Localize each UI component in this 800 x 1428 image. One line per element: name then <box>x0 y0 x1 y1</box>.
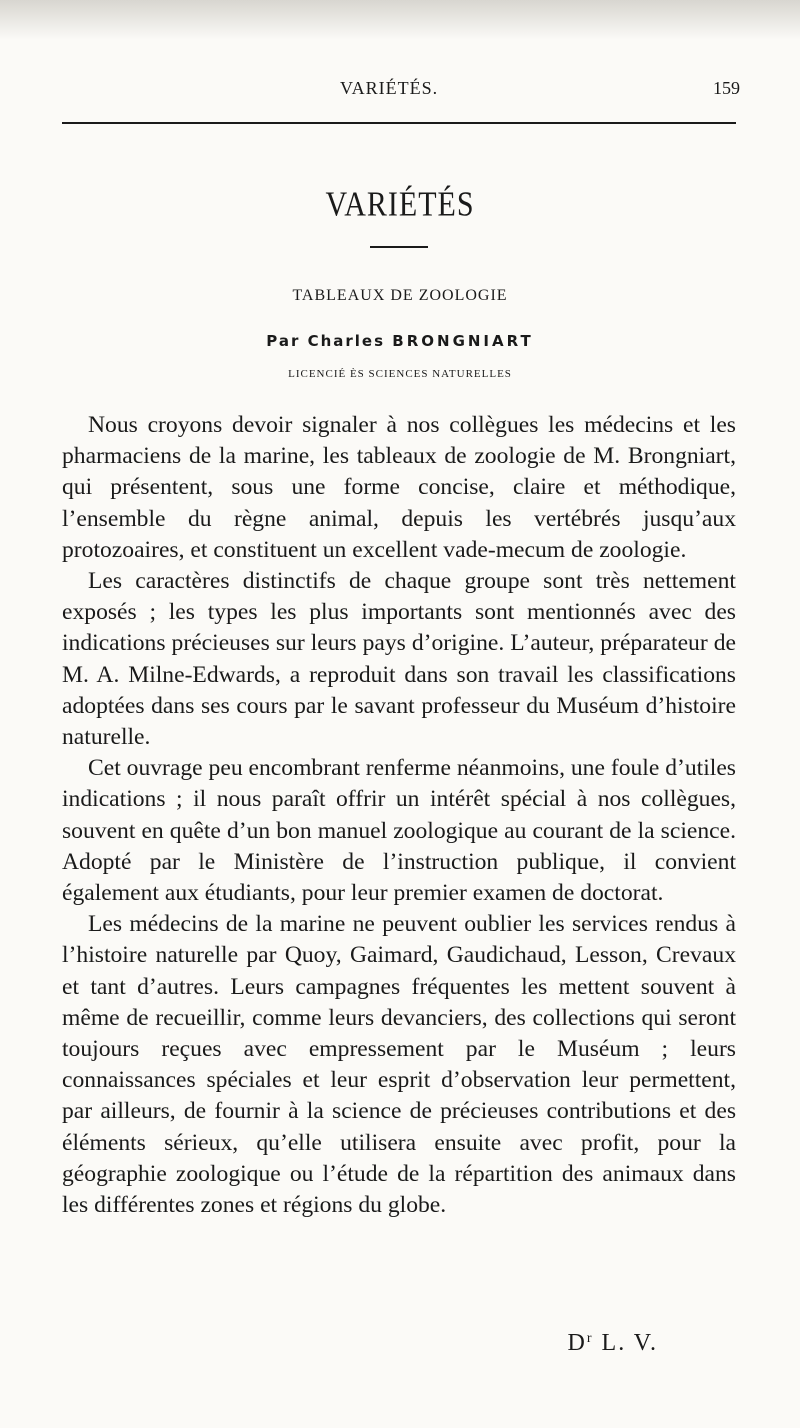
author-name: BRONGNIART <box>392 332 534 350</box>
article-body <box>62 410 736 1221</box>
author-byline <box>0 332 800 350</box>
page-number: 159 <box>713 78 740 98</box>
paragraph: Les caractères distinctifs de chaque groupe sont très nettement exposés ; les types les plus importants sont mentionnés avec des indications précieuses sur leurs pays d’origine. L’auteur, préparateur de M. A. Milne-Edwards, a reproduit dans son travail les classifications adoptées dans ses cours par le savant professeur du Muséum d’histoire naturelle. <box>62 568 736 751</box>
paragraph: Cet ouvrage peu encombrant renferme néanmoins, une foule d’utiles indications ; il nous paraît offrir un intérêt spécial à nos collègues, souvent en quête d’un bon manuel zoologique au courant de la science. Adopté par le Ministère de l’instruction publique, il convient également aux étudiants, pour leur premier examen de doctorat. <box>62 755 736 907</box>
paragraph: Les médecins de la marine ne peuvent oublier les services rendus à l’histoire naturelle par Quoy, Gaimard, Gaudichaud, Lesson, Crevaux et tant d’autres. Leurs campagnes fréquentes les mettent souvent à même de recueillir, comme leurs devanciers, des collections qui seront toujours reçues avec empressement par le Muséum ; leurs connaissances spéciales et leur esprit d’observation leur permettent, par ailleurs, de fournir à la science de précieuses contributions et des éléments sérieux, qu’elle utilisera ensuite avec profit, pour la géographie zoologique ou l’étude de la répartition des animaux dans les différentes zones et régions du globe. <box>62 911 736 1219</box>
section-title: VARIÉTÉS <box>325 185 475 224</box>
running-head <box>0 78 800 102</box>
signature-title-sup: r <box>586 1331 594 1346</box>
author-credential: LICENCIÉ ÈS SCIENCES NATURELLES <box>288 368 512 380</box>
header-rule <box>62 122 736 124</box>
title-separator-rule <box>370 246 428 248</box>
signature <box>568 1330 658 1357</box>
article-title: TABLEAUX DE ZOOLOGIE <box>292 287 508 304</box>
signature-initials: L. V. <box>593 1330 658 1356</box>
author-prefix: Par Charles <box>266 332 386 350</box>
running-head-title: VARIÉTÉS. <box>340 78 439 98</box>
page-edge-shadow <box>0 0 800 40</box>
signature-title: D <box>567 1330 587 1356</box>
paragraph: Nous croyons devoir signaler à nos collègues les médecins et les pharmaciens de la marine, les tableaux de zoologie de M. Brongniart, qui présentent, sous une forme concise, claire et méthodique, l’ensemble du règne animal, depuis les vertébrés jusqu’aux protozoaires, et constituent un excellent vade-mecum de zoologie. <box>62 412 736 563</box>
